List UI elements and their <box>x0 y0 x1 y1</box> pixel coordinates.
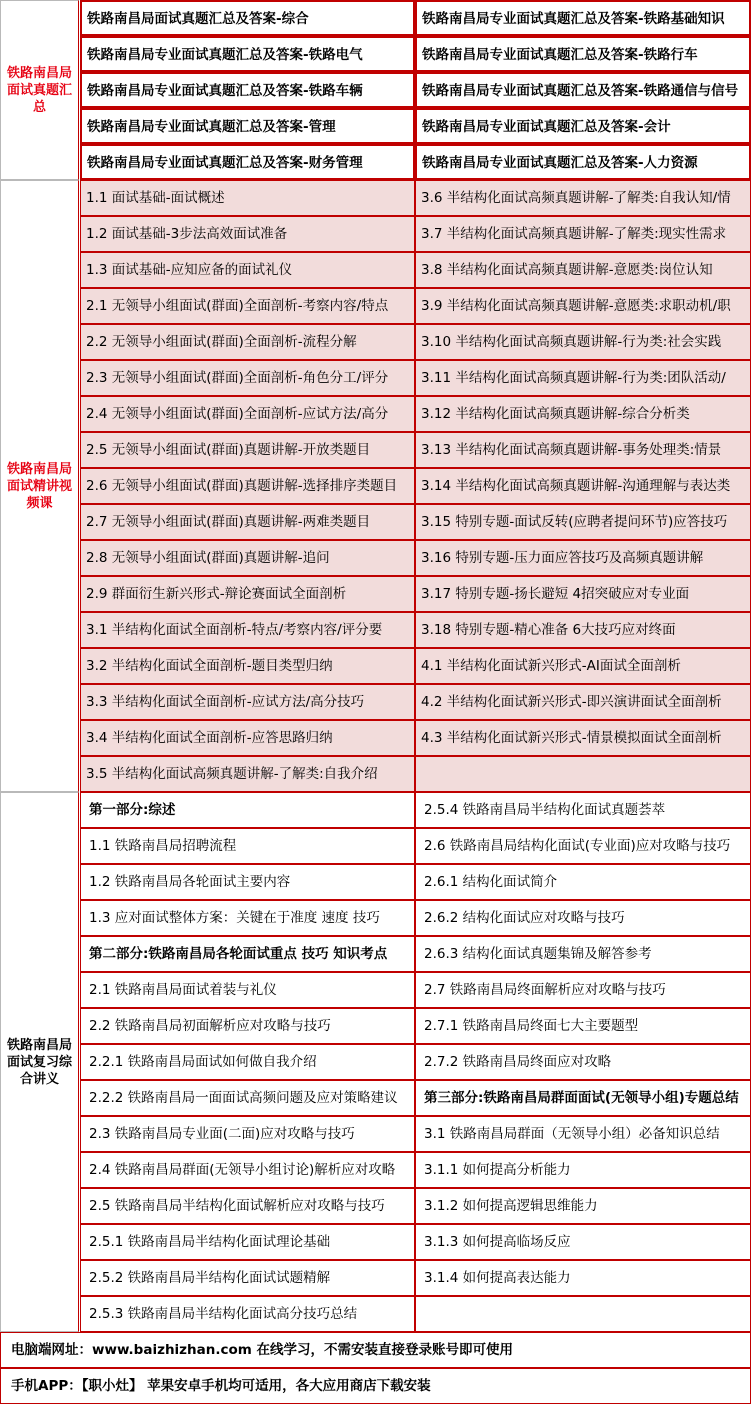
course-item-link[interactable]: 铁路南昌局专业面试真题汇总及答案-财务管理 <box>80 144 415 180</box>
section-label-exam-questions: 铁路南昌局面试真题汇总 <box>0 0 79 180</box>
section-label-review-handout: 铁路南昌局面试复习综合讲义 <box>0 792 79 1332</box>
course-item-link[interactable]: 铁路南昌局专业面试真题汇总及答案-铁路车辆 <box>80 72 415 108</box>
course-item-link[interactable]: 3.12 半结构化面试高频真题讲解-综合分析类 <box>415 396 751 432</box>
course-item-link[interactable]: 3.2 半结构化面试全面剖析-题目类型归纳 <box>80 648 415 684</box>
course-item-link[interactable]: 2.3 无领导小组面试(群面)全面剖析-角色分工/评分 <box>80 360 415 396</box>
review-handout-grid <box>80 792 751 1332</box>
course-item-link[interactable]: 2.3 铁路南昌局专业面(二面)应对攻略与技巧 <box>80 1116 415 1152</box>
course-item-link[interactable]: 2.1 无领导小组面试(群面)全面剖析-考察内容/特点 <box>80 288 415 324</box>
course-item-link[interactable]: 2.2 无领导小组面试(群面)全面剖析-流程分解 <box>80 324 415 360</box>
course-item-link[interactable]: 4.1 半结构化面试新兴形式-AI面试全面剖析 <box>415 648 751 684</box>
course-item-link[interactable]: 3.4 半结构化面试全面剖析-应答思路归纳 <box>80 720 415 756</box>
course-item-link[interactable]: 2.6.2 结构化面试应对攻略与技巧 <box>415 900 751 936</box>
course-item-link[interactable]: 3.14 半结构化面试高频真题讲解-沟通理解与表达类 <box>415 468 751 504</box>
exam-questions-section <box>0 0 751 180</box>
course-item-link[interactable]: 2.6.1 结构化面试简介 <box>415 864 751 900</box>
course-item-link[interactable]: 第三部分:铁路南昌局群面面试(无领导小组)专题总结 <box>415 1080 751 1116</box>
course-item-link[interactable]: 3.6 半结构化面试高频真题讲解-了解类:自我认知/情 <box>415 180 751 216</box>
course-item-link[interactable]: 3.3 半结构化面试全面剖析-应试方法/高分技巧 <box>80 684 415 720</box>
course-item-link[interactable]: 铁路南昌局专业面试真题汇总及答案-管理 <box>80 108 415 144</box>
course-item-link[interactable]: 2.6 铁路南昌局结构化面试(专业面)应对攻略与技巧 <box>415 828 751 864</box>
course-item-link[interactable]: 2.7.2 铁路南昌局终面应对攻略 <box>415 1044 751 1080</box>
course-item-link[interactable]: 2.5 铁路南昌局半结构化面试解析应对攻略与技巧 <box>80 1188 415 1224</box>
course-item-link[interactable]: 3.1 半结构化面试全面剖析-特点/考察内容/评分要 <box>80 612 415 648</box>
course-item-link[interactable]: 2.5 无领导小组面试(群面)真题讲解-开放类题目 <box>80 432 415 468</box>
course-item-link[interactable]: 3.16 特别专题-压力面应答技巧及高频真题讲解 <box>415 540 751 576</box>
course-item-link[interactable] <box>415 1296 751 1332</box>
course-item-link[interactable]: 1.3 面试基础-应知应备的面试礼仪 <box>80 252 415 288</box>
course-item-link[interactable]: 3.13 半结构化面试高频真题讲解-事务处理类:情景 <box>415 432 751 468</box>
course-item-link[interactable]: 铁路南昌局专业面试真题汇总及答案-会计 <box>415 108 751 144</box>
course-item-link[interactable]: 3.1.2 如何提高逻辑思维能力 <box>415 1188 751 1224</box>
course-item-link[interactable]: 3.1.1 如何提高分析能力 <box>415 1152 751 1188</box>
course-item-link[interactable]: 1.3 应对面试整体方案：关键在于准度 速度 技巧 <box>80 900 415 936</box>
review-handout-section <box>0 792 751 1332</box>
course-item-link[interactable]: 2.4 铁路南昌局群面(无领导小组讨论)解析应对攻略 <box>80 1152 415 1188</box>
course-item-link[interactable]: 4.3 半结构化面试新兴形式-情景模拟面试全面剖析 <box>415 720 751 756</box>
course-item-link[interactable]: 2.8 无领导小组面试(群面)真题讲解-追问 <box>80 540 415 576</box>
course-item-link[interactable]: 2.5.3 铁路南昌局半结构化面试高分技巧总结 <box>80 1296 415 1332</box>
course-item-link[interactable]: 2.2.1 铁路南昌局面试如何做自我介绍 <box>80 1044 415 1080</box>
course-item-link[interactable]: 2.9 群面衍生新兴形式-辩论赛面试全面剖析 <box>80 576 415 612</box>
course-item-link[interactable]: 1.1 面试基础-面试概述 <box>80 180 415 216</box>
course-item-link[interactable]: 3.8 半结构化面试高频真题讲解-意愿类:岗位认知 <box>415 252 751 288</box>
course-item-link[interactable]: 2.4 无领导小组面试(群面)全面剖析-应试方法/高分 <box>80 396 415 432</box>
course-item-link[interactable]: 第一部分:综述 <box>80 792 415 828</box>
course-item-link[interactable]: 1.1 铁路南昌局招聘流程 <box>80 828 415 864</box>
course-item-link[interactable]: 3.15 特别专题-面试反转(应聘者提问环节)应答技巧 <box>415 504 751 540</box>
course-item-link[interactable]: 铁路南昌局专业面试真题汇总及答案-人力资源 <box>415 144 751 180</box>
course-item-link[interactable]: 2.5.2 铁路南昌局半结构化面试试题精解 <box>80 1260 415 1296</box>
course-item-link[interactable]: 3.5 半结构化面试高频真题讲解-了解类:自我介绍 <box>80 756 415 792</box>
course-item-link[interactable]: 2.2.2 铁路南昌局一面面试高频问题及应对策略建议 <box>80 1080 415 1116</box>
course-item-link[interactable]: 铁路南昌局专业面试真题汇总及答案-铁路行车 <box>415 36 751 72</box>
course-item-link[interactable]: 2.2 铁路南昌局初面解析应对攻略与技巧 <box>80 1008 415 1044</box>
course-item-link[interactable]: 3.1.3 如何提高临场反应 <box>415 1224 751 1260</box>
exam-questions-grid <box>80 0 751 180</box>
course-item-link[interactable]: 3.9 半结构化面试高频真题讲解-意愿类:求职动机/职 <box>415 288 751 324</box>
course-item-link[interactable]: 3.1.4 如何提高表达能力 <box>415 1260 751 1296</box>
course-item-link[interactable]: 第二部分:铁路南昌局各轮面试重点 技巧 知识考点 <box>80 936 415 972</box>
course-item-link[interactable]: 2.5.4 铁路南昌局半结构化面试真题荟萃 <box>415 792 751 828</box>
section-label-video-course: 铁路南昌局面试精讲视频课 <box>0 180 79 792</box>
course-item-link[interactable]: 铁路南昌局专业面试真题汇总及答案-铁路通信与信号 <box>415 72 751 108</box>
course-item-link[interactable]: 3.11 半结构化面试高频真题讲解-行为类:团队活动/ <box>415 360 751 396</box>
course-item-link[interactable]: 2.7 铁路南昌局终面解析应对攻略与技巧 <box>415 972 751 1008</box>
course-item-link[interactable]: 2.7 无领导小组面试(群面)真题讲解-两难类题目 <box>80 504 415 540</box>
course-item-link[interactable]: 3.7 半结构化面试高频真题讲解-了解类:现实性需求 <box>415 216 751 252</box>
course-item-link[interactable]: 铁路南昌局专业面试真题汇总及答案-铁路基础知识 <box>415 0 751 36</box>
video-course-section <box>0 180 751 792</box>
course-item-link[interactable]: 3.10 半结构化面试高频真题讲解-行为类:社会实践 <box>415 324 751 360</box>
course-item-link[interactable]: 4.2 半结构化面试新兴形式-即兴演讲面试全面剖析 <box>415 684 751 720</box>
course-item-link[interactable]: 2.7.1 铁路南昌局终面七大主要题型 <box>415 1008 751 1044</box>
course-item-link[interactable]: 铁路南昌局专业面试真题汇总及答案-铁路电气 <box>80 36 415 72</box>
video-course-grid <box>80 180 751 792</box>
course-item-link[interactable]: 铁路南昌局面试真题汇总及答案-综合 <box>80 0 415 36</box>
course-item-link[interactable]: 1.2 铁路南昌局各轮面试主要内容 <box>80 864 415 900</box>
course-item-link[interactable]: 1.2 面试基础-3步法高效面试准备 <box>80 216 415 252</box>
course-item-link[interactable]: 2.6 无领导小组面试(群面)真题讲解-选择排序类题目 <box>80 468 415 504</box>
footer-mobile-app: 手机APP：【职小灶】 苹果安卓手机均可适用，各大应用商店下载安装 <box>0 1368 751 1404</box>
course-item-link[interactable]: 3.17 特别专题-扬长避短 4招突破应对专业面 <box>415 576 751 612</box>
course-item-link[interactable] <box>415 756 751 792</box>
footer-pc-website: 电脑端网址：www.baizhizhan.com 在线学习，不需安装直接登录账号即可使用 <box>0 1332 751 1368</box>
course-item-link[interactable]: 2.1 铁路南昌局面试着装与礼仪 <box>80 972 415 1008</box>
course-item-link[interactable]: 2.5.1 铁路南昌局半结构化面试理论基础 <box>80 1224 415 1260</box>
course-item-link[interactable]: 3.1 铁路南昌局群面（无领导小组）必备知识总结 <box>415 1116 751 1152</box>
course-item-link[interactable]: 2.6.3 结构化面试真题集锦及解答参考 <box>415 936 751 972</box>
course-item-link[interactable]: 3.18 特别专题-精心准备 6大技巧应对终面 <box>415 612 751 648</box>
